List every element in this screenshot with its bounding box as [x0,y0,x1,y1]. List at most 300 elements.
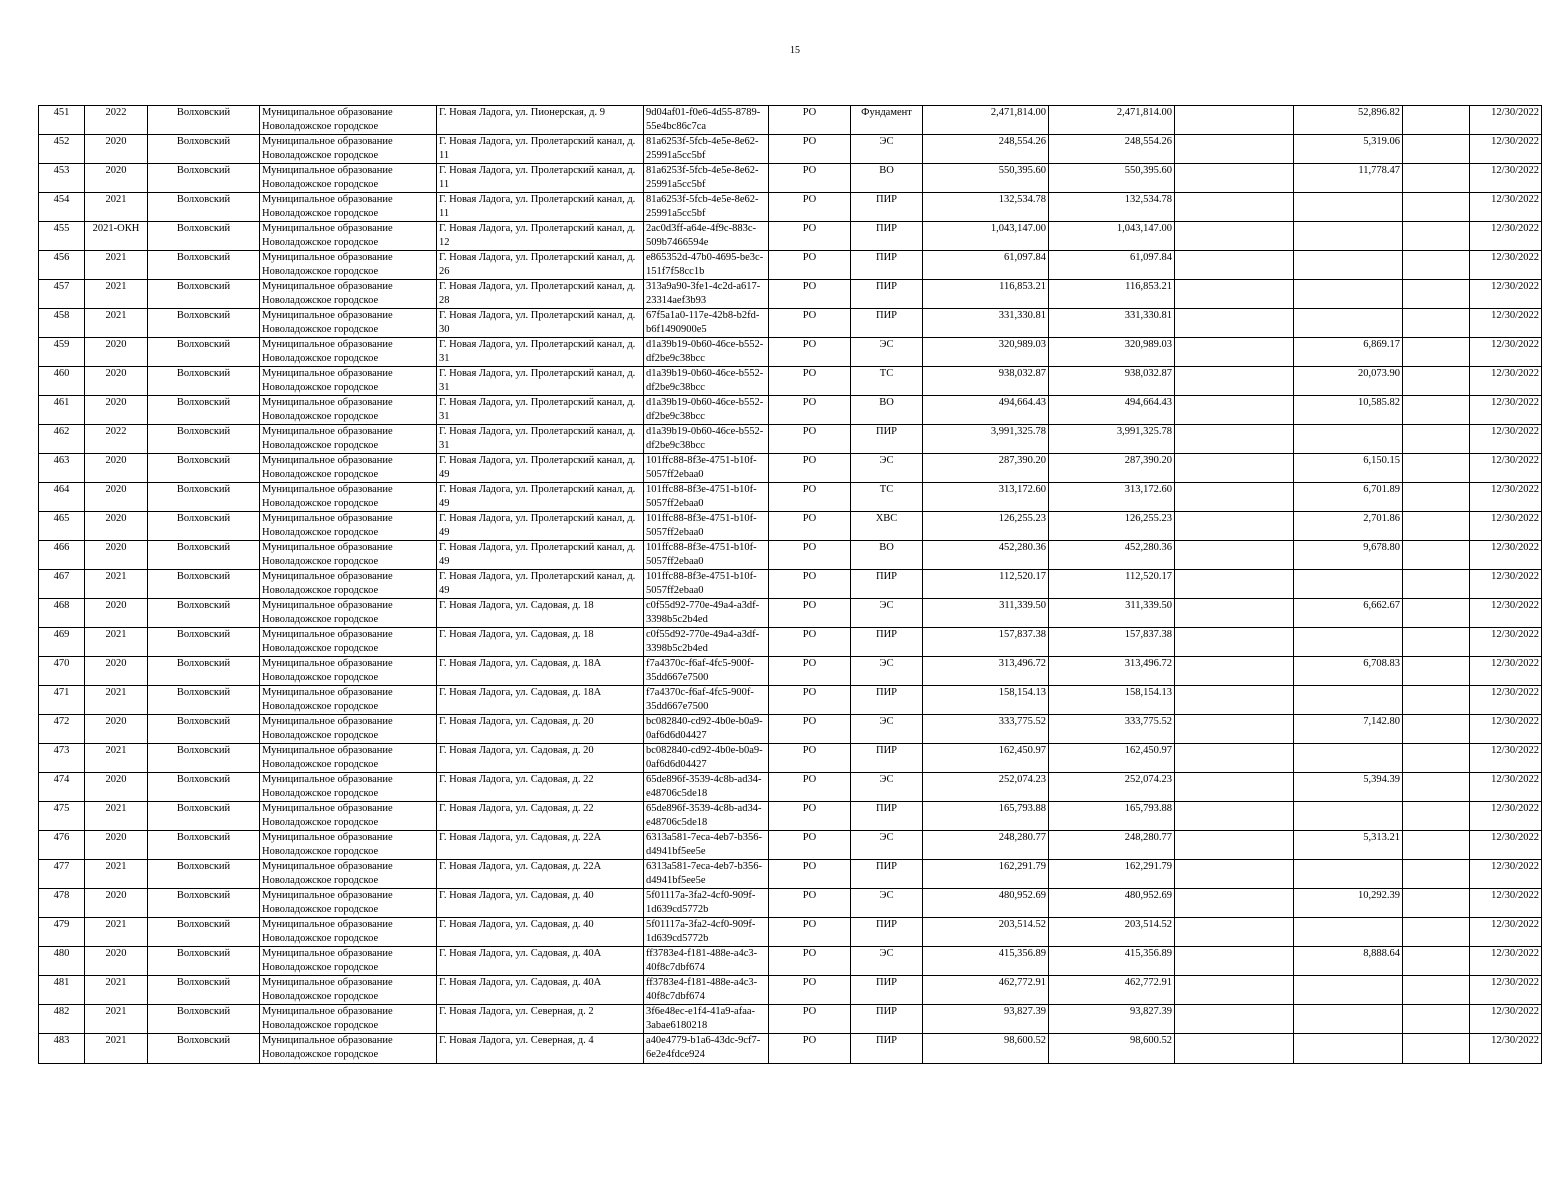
cell-address: Г. Новая Ладога, ул. Садовая, д. 40 [437,918,644,947]
cell-work-type: ЭС [851,773,923,802]
cell-municipality: Муниципальное образование Новоладожское городское [260,396,437,425]
cell-plan-year: 2020 [85,367,148,396]
cell-empty [1175,686,1294,715]
cell-municipality: Муниципальное образование Новоладожское городское [260,106,437,135]
cell-completion-date: 12/30/2022 [1470,135,1542,164]
cell-cost-total: 331,330.81 [1049,309,1175,338]
cell-address: Г. Новая Ладога, ул. Пролетарский канал, д. 31 [437,367,644,396]
cell-source: РО [769,106,851,135]
cell-fias-id: 5f01117a-3fa2-4cf0-909f-1d639cd5772b [644,889,769,918]
cell-fias-id: 101ffc88-8f3e-4751-b10f-5057ff2ebaa0 [644,541,769,570]
cell-completion-date: 12/30/2022 [1470,628,1542,657]
cell-address: Г. Новая Ладога, ул. Садовая, д. 40А [437,947,644,976]
cell-control-cost: 6,869.17 [1294,338,1403,367]
cell-source: РО [769,222,851,251]
cell-municipality: Муниципальное образование Новоладожское городское [260,744,437,773]
table-row [39,164,1542,193]
cell-cost: 320,989.03 [923,338,1049,367]
cell-municipality: Муниципальное образование Новоладожское городское [260,628,437,657]
table-row [39,512,1542,541]
cell-source: РО [769,715,851,744]
cell-address: Г. Новая Ладога, ул. Пролетарский канал, д. 31 [437,425,644,454]
cell-empty-2 [1403,483,1470,512]
cell-cost: 203,514.52 [923,918,1049,947]
cell-work-type: ПИР [851,280,923,309]
cell-empty [1175,135,1294,164]
cell-completion-date: 12/30/2022 [1470,541,1542,570]
cell-completion-date: 12/30/2022 [1470,657,1542,686]
cell-fias-id: 101ffc88-8f3e-4751-b10f-5057ff2ebaa0 [644,512,769,541]
cell-plan-year: 2021 [85,802,148,831]
cell-control-cost: 6,150.15 [1294,454,1403,483]
cell-source: РО [769,860,851,889]
cell-address: Г. Новая Ладога, ул. Северная, д. 4 [437,1034,644,1064]
table-body [39,106,1542,1064]
cell-number: 466 [39,541,85,570]
cell-number: 458 [39,309,85,338]
cell-control-cost: 52,896.82 [1294,106,1403,135]
cell-work-type: ХВС [851,512,923,541]
table-row [39,947,1542,976]
cell-cost: 550,395.60 [923,164,1049,193]
cell-plan-year: 2020 [85,773,148,802]
cell-municipality: Муниципальное образование Новоладожское городское [260,802,437,831]
cell-fias-id: 101ffc88-8f3e-4751-b10f-5057ff2ebaa0 [644,570,769,599]
cell-completion-date: 12/30/2022 [1470,889,1542,918]
cell-fias-id: e865352d-47b0-4695-be3c-151f7f58cc1b [644,251,769,280]
cell-source: РО [769,512,851,541]
cell-empty [1175,918,1294,947]
cell-address: Г. Новая Ладога, ул. Пролетарский канал, д. 30 [437,309,644,338]
cell-district: Волховский [148,1005,260,1034]
cell-district: Волховский [148,483,260,512]
cell-control-cost [1294,802,1403,831]
cell-cost-total: 3,991,325.78 [1049,425,1175,454]
cell-control-cost [1294,686,1403,715]
cell-cost: 287,390.20 [923,454,1049,483]
cell-address: Г. Новая Ладога, ул. Пролетарский канал, д. 49 [437,512,644,541]
cell-district: Волховский [148,744,260,773]
cell-cost: 462,772.91 [923,976,1049,1005]
cell-cost: 1,043,147.00 [923,222,1049,251]
cell-control-cost: 11,778.47 [1294,164,1403,193]
cell-district: Волховский [148,222,260,251]
cell-municipality: Муниципальное образование Новоладожское городское [260,976,437,1005]
cell-control-cost: 10,585.82 [1294,396,1403,425]
cell-municipality: Муниципальное образование Новоладожское городское [260,831,437,860]
cell-plan-year: 2020 [85,164,148,193]
table-row [39,338,1542,367]
cell-cost: 158,154.13 [923,686,1049,715]
cell-work-type: ПИР [851,744,923,773]
cell-source: РО [769,135,851,164]
cell-cost-total: 116,853.21 [1049,280,1175,309]
cell-work-type: ЭС [851,338,923,367]
cell-completion-date: 12/30/2022 [1470,338,1542,367]
cell-completion-date: 12/30/2022 [1470,715,1542,744]
cell-address: Г. Новая Ладога, ул. Садовая, д. 20 [437,744,644,773]
cell-address: Г. Новая Ладога, ул. Пролетарский канал, д. 11 [437,135,644,164]
cell-empty-2 [1403,251,1470,280]
cell-plan-year: 2020 [85,715,148,744]
cell-cost: 162,450.97 [923,744,1049,773]
cell-source: РО [769,599,851,628]
cell-cost-total: 313,172.60 [1049,483,1175,512]
cell-cost-total: 248,554.26 [1049,135,1175,164]
table-row [39,251,1542,280]
cell-fias-id: a40e4779-b1a6-43dc-9cf7-6e2e4fdce924 [644,1034,769,1064]
cell-plan-year: 2020 [85,483,148,512]
cell-source: РО [769,541,851,570]
cell-fias-id: 3f6e48ec-e1f4-41a9-afaa-3abae6180218 [644,1005,769,1034]
cell-number: 475 [39,802,85,831]
table-row [39,309,1542,338]
cell-empty-2 [1403,657,1470,686]
cell-cost-total: 313,496.72 [1049,657,1175,686]
cell-control-cost: 5,394.39 [1294,773,1403,802]
cell-cost-total: 157,837.38 [1049,628,1175,657]
cell-cost: 331,330.81 [923,309,1049,338]
cell-cost-total: 132,534.78 [1049,193,1175,222]
cell-fias-id: d1a39b19-0b60-46ce-b552-df2be9c38bcc [644,425,769,454]
cell-municipality: Муниципальное образование Новоладожское городское [260,570,437,599]
cell-fias-id: c0f55d92-770e-49a4-a3df-3398b5c2b4ed [644,628,769,657]
cell-source: РО [769,976,851,1005]
cell-cost: 313,496.72 [923,657,1049,686]
cell-address: Г. Новая Ладога, ул. Садовая, д. 40А [437,976,644,1005]
cell-district: Волховский [148,280,260,309]
cell-cost-total: 162,291.79 [1049,860,1175,889]
cell-municipality: Муниципальное образование Новоладожское городское [260,918,437,947]
cell-cost: 98,600.52 [923,1034,1049,1064]
cell-source: РО [769,657,851,686]
cell-municipality: Муниципальное образование Новоладожское городское [260,425,437,454]
cell-plan-year: 2022 [85,425,148,454]
cell-source: РО [769,744,851,773]
cell-source: РО [769,889,851,918]
cell-cost-total: 165,793.88 [1049,802,1175,831]
cell-plan-year: 2021 [85,976,148,1005]
cell-cost-total: 61,097.84 [1049,251,1175,280]
cell-fias-id: bc082840-cd92-4b0e-b0a9-0af6d6d04427 [644,715,769,744]
cell-plan-year: 2020 [85,831,148,860]
cell-completion-date: 12/30/2022 [1470,599,1542,628]
cell-empty-2 [1403,454,1470,483]
table-row [39,222,1542,251]
cell-empty [1175,831,1294,860]
cell-plan-year: 2021-ОКН [85,222,148,251]
cell-empty [1175,541,1294,570]
cell-cost: 132,534.78 [923,193,1049,222]
cell-number: 464 [39,483,85,512]
cell-empty-2 [1403,570,1470,599]
cell-number: 455 [39,222,85,251]
cell-address: Г. Новая Ладога, ул. Садовая, д. 40 [437,889,644,918]
cell-plan-year: 2021 [85,309,148,338]
table-row [39,889,1542,918]
cell-address: Г. Новая Ладога, ул. Садовая, д. 18А [437,686,644,715]
cell-source: РО [769,628,851,657]
cell-municipality: Муниципальное образование Новоладожское городское [260,889,437,918]
cell-fias-id: 65de896f-3539-4c8b-ad34-e48706c5de18 [644,773,769,802]
cell-work-type: ТС [851,483,923,512]
cell-plan-year: 2020 [85,657,148,686]
cell-empty [1175,106,1294,135]
cell-fias-id: f7a4370c-f6af-4fc5-900f-35dd667e7500 [644,657,769,686]
cell-municipality: Муниципальное образование Новоладожское городское [260,1034,437,1064]
cell-address: Г. Новая Ладога, ул. Пролетарский канал, д. 11 [437,193,644,222]
cell-address: Г. Новая Ладога, ул. Пролетарский канал, д. 49 [437,483,644,512]
cell-empty [1175,367,1294,396]
cell-cost-total: 494,664.43 [1049,396,1175,425]
cell-empty [1175,512,1294,541]
cell-number: 465 [39,512,85,541]
cell-cost-total: 1,043,147.00 [1049,222,1175,251]
cell-fias-id: 81a6253f-5fcb-4e5e-8e62-25991a5cc5bf [644,135,769,164]
table-row [39,599,1542,628]
cell-number: 452 [39,135,85,164]
cell-work-type: ПИР [851,628,923,657]
cell-control-cost [1294,1034,1403,1064]
cell-source: РО [769,773,851,802]
cell-cost: 61,097.84 [923,251,1049,280]
table-row [39,367,1542,396]
cell-plan-year: 2020 [85,396,148,425]
table-row [39,976,1542,1005]
cell-work-type: ЭС [851,715,923,744]
cell-empty [1175,193,1294,222]
cell-district: Волховский [148,106,260,135]
cell-work-type: ВО [851,541,923,570]
cell-work-type: ПИР [851,425,923,454]
cell-district: Волховский [148,628,260,657]
cell-control-cost [1294,744,1403,773]
cell-number: 472 [39,715,85,744]
cell-number: 477 [39,860,85,889]
cell-fias-id: 65de896f-3539-4c8b-ad34-e48706c5de18 [644,802,769,831]
cell-empty [1175,628,1294,657]
cell-control-cost [1294,860,1403,889]
cell-empty-2 [1403,512,1470,541]
cell-number: 459 [39,338,85,367]
cell-number: 454 [39,193,85,222]
cell-work-type: ПИР [851,1034,923,1064]
cell-municipality: Муниципальное образование Новоладожское городское [260,1005,437,1034]
cell-cost: 112,520.17 [923,570,1049,599]
cell-plan-year: 2021 [85,744,148,773]
cell-cost-total: 126,255.23 [1049,512,1175,541]
cell-cost-total: 2,471,814.00 [1049,106,1175,135]
cell-cost-total: 112,520.17 [1049,570,1175,599]
cell-work-type: ЭС [851,599,923,628]
cell-municipality: Муниципальное образование Новоладожское городское [260,280,437,309]
cell-control-cost: 6,662.67 [1294,599,1403,628]
cell-empty-2 [1403,860,1470,889]
cell-empty [1175,599,1294,628]
cell-control-cost [1294,628,1403,657]
cell-number: 470 [39,657,85,686]
cell-empty [1175,715,1294,744]
cell-fias-id: 6313a581-7eca-4eb7-b356-d4941bf5ee5e [644,831,769,860]
cell-district: Волховский [148,338,260,367]
cell-empty-2 [1403,773,1470,802]
cell-control-cost: 7,142.80 [1294,715,1403,744]
cell-source: РО [769,570,851,599]
cell-plan-year: 2021 [85,918,148,947]
table-row [39,628,1542,657]
cell-empty [1175,773,1294,802]
cell-empty [1175,251,1294,280]
table-row [39,657,1542,686]
cell-number: 476 [39,831,85,860]
cell-municipality: Муниципальное образование Новоладожское городское [260,715,437,744]
cell-empty [1175,164,1294,193]
cell-address: Г. Новая Ладога, ул. Пролетарский канал, д. 31 [437,338,644,367]
cell-work-type: ЭС [851,831,923,860]
cell-fias-id: c0f55d92-770e-49a4-a3df-3398b5c2b4ed [644,599,769,628]
cell-empty [1175,976,1294,1005]
cell-address: Г. Новая Ладога, ул. Северная, д. 2 [437,1005,644,1034]
cell-plan-year: 2020 [85,541,148,570]
cell-control-cost: 6,701.89 [1294,483,1403,512]
cell-district: Волховский [148,860,260,889]
cell-control-cost: 20,073.90 [1294,367,1403,396]
cell-municipality: Муниципальное образование Новоладожское городское [260,309,437,338]
cell-district: Волховский [148,309,260,338]
table-row [39,744,1542,773]
cell-completion-date: 12/30/2022 [1470,164,1542,193]
cell-empty-2 [1403,1034,1470,1064]
cell-fias-id: 81a6253f-5fcb-4e5e-8e62-25991a5cc5bf [644,164,769,193]
cell-completion-date: 12/30/2022 [1470,222,1542,251]
cell-work-type: Фундамент [851,106,923,135]
cell-number: 483 [39,1034,85,1064]
cell-district: Волховский [148,541,260,570]
cell-cost: 3,991,325.78 [923,425,1049,454]
cell-address: Г. Новая Ладога, ул. Садовая, д. 18 [437,599,644,628]
cell-fias-id: 6313a581-7eca-4eb7-b356-d4941bf5ee5e [644,860,769,889]
cell-completion-date: 12/30/2022 [1470,512,1542,541]
cell-address: Г. Новая Ладога, ул. Садовая, д. 22 [437,802,644,831]
cell-district: Волховский [148,773,260,802]
cell-empty [1175,744,1294,773]
cell-empty [1175,889,1294,918]
cell-municipality: Муниципальное образование Новоладожское городское [260,599,437,628]
cell-fias-id: d1a39b19-0b60-46ce-b552-df2be9c38bcc [644,367,769,396]
cell-district: Волховский [148,512,260,541]
cell-source: РО [769,454,851,483]
cell-source: РО [769,425,851,454]
cell-cost: 494,664.43 [923,396,1049,425]
cell-control-cost [1294,425,1403,454]
table-row [39,396,1542,425]
cell-address: Г. Новая Ладога, ул. Пролетарский канал, д. 28 [437,280,644,309]
cell-municipality: Муниципальное образование Новоладожское городское [260,686,437,715]
cell-district: Волховский [148,976,260,1005]
cell-empty-2 [1403,309,1470,338]
cell-district: Волховский [148,570,260,599]
cell-cost-total: 415,356.89 [1049,947,1175,976]
cell-control-cost [1294,222,1403,251]
cell-number: 453 [39,164,85,193]
cell-fias-id: 313a9a90-3fe1-4c2d-a617-23314aef3b93 [644,280,769,309]
table-row [39,860,1542,889]
cell-address: Г. Новая Ладога, ул. Пролетарский канал, д. 49 [437,454,644,483]
table-row [39,1005,1542,1034]
cell-cost-total: 162,450.97 [1049,744,1175,773]
register-table [38,105,1542,1064]
cell-cost: 333,775.52 [923,715,1049,744]
cell-fias-id: d1a39b19-0b60-46ce-b552-df2be9c38bcc [644,396,769,425]
cell-number: 473 [39,744,85,773]
cell-address: Г. Новая Ладога, ул. Пионерская, д. 9 [437,106,644,135]
cell-address: Г. Новая Ладога, ул. Пролетарский канал, д. 12 [437,222,644,251]
cell-control-cost: 5,319.06 [1294,135,1403,164]
cell-source: РО [769,1005,851,1034]
cell-empty-2 [1403,164,1470,193]
cell-control-cost: 2,701.86 [1294,512,1403,541]
cell-cost: 415,356.89 [923,947,1049,976]
cell-municipality: Муниципальное образование Новоладожское городское [260,367,437,396]
table-row [39,193,1542,222]
cell-empty-2 [1403,599,1470,628]
cell-control-cost: 9,678.80 [1294,541,1403,570]
cell-work-type: ЭС [851,889,923,918]
cell-fias-id: bc082840-cd92-4b0e-b0a9-0af6d6d04427 [644,744,769,773]
cell-work-type: ПИР [851,193,923,222]
cell-empty-2 [1403,1005,1470,1034]
cell-source: РО [769,338,851,367]
cell-plan-year: 2021 [85,860,148,889]
cell-plan-year: 2022 [85,106,148,135]
cell-cost-total: 480,952.69 [1049,889,1175,918]
cell-municipality: Муниципальное образование Новоладожское городское [260,222,437,251]
cell-source: РО [769,947,851,976]
cell-number: 482 [39,1005,85,1034]
cell-source: РО [769,280,851,309]
cell-empty-2 [1403,802,1470,831]
cell-fias-id: 81a6253f-5fcb-4e5e-8e62-25991a5cc5bf [644,193,769,222]
cell-work-type: ПИР [851,686,923,715]
cell-fias-id: d1a39b19-0b60-46ce-b552-df2be9c38bcc [644,338,769,367]
cell-completion-date: 12/30/2022 [1470,570,1542,599]
cell-empty [1175,483,1294,512]
cell-control-cost: 5,313.21 [1294,831,1403,860]
cell-empty-2 [1403,396,1470,425]
cell-number: 460 [39,367,85,396]
table-row [39,831,1542,860]
cell-work-type: ПИР [851,570,923,599]
cell-work-type: ЭС [851,135,923,164]
cell-municipality: Муниципальное образование Новоладожское городское [260,512,437,541]
cell-cost-total: 98,600.52 [1049,1034,1175,1064]
cell-work-type: ПИР [851,222,923,251]
cell-completion-date: 12/30/2022 [1470,1034,1542,1064]
cell-cost-total: 311,339.50 [1049,599,1175,628]
cell-municipality: Муниципальное образование Новоладожское городское [260,657,437,686]
cell-empty-2 [1403,686,1470,715]
cell-control-cost [1294,1005,1403,1034]
cell-municipality: Муниципальное образование Новоладожское городское [260,454,437,483]
cell-control-cost [1294,976,1403,1005]
cell-empty-2 [1403,541,1470,570]
cell-number: 474 [39,773,85,802]
cell-completion-date: 12/30/2022 [1470,193,1542,222]
cell-cost-total: 938,032.87 [1049,367,1175,396]
cell-cost: 126,255.23 [923,512,1049,541]
cell-cost-total: 203,514.52 [1049,918,1175,947]
table-row [39,135,1542,164]
